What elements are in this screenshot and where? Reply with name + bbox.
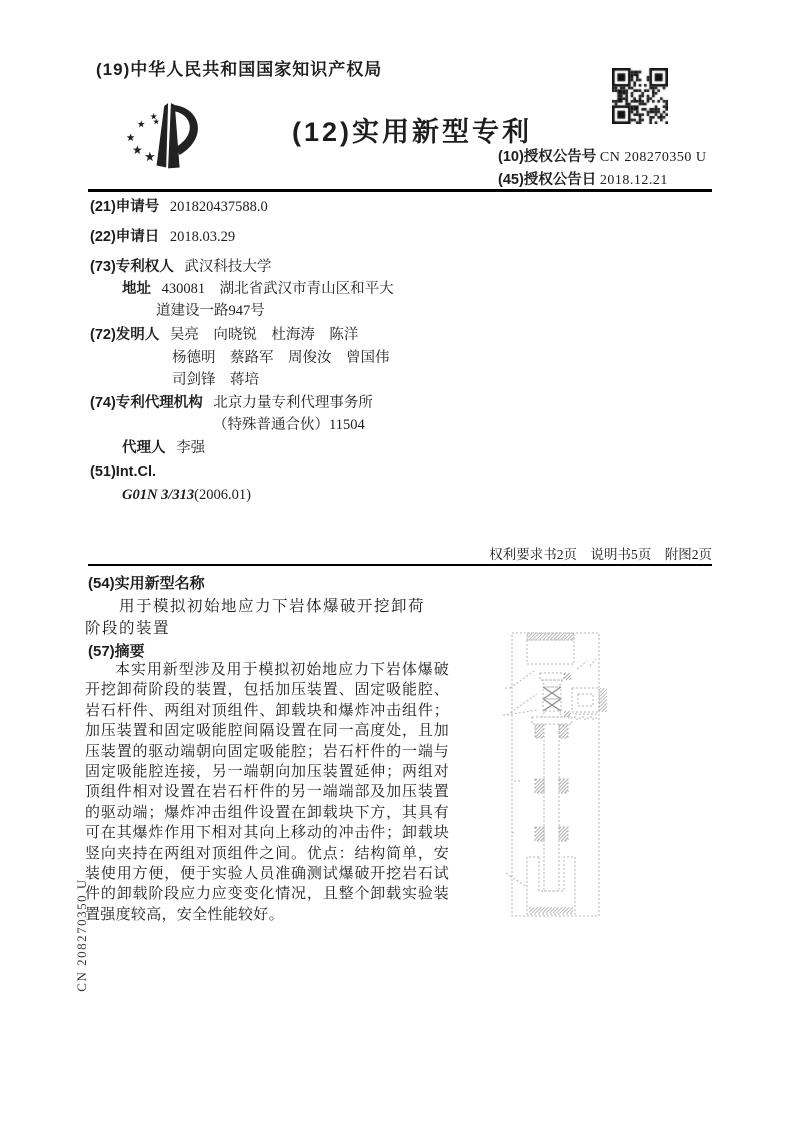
inventors-line-1 (90, 324, 358, 346)
agency-line-2 (213, 414, 365, 436)
intcl-code-line (122, 484, 251, 506)
qr-code-icon (612, 68, 668, 124)
cnipa-logo (122, 96, 218, 188)
patentee-line (90, 256, 271, 278)
invention-title-line-1: 用于模拟初始地应力下岩体爆破开挖卸荷 (119, 598, 426, 615)
header-divider (88, 189, 712, 192)
intcl-version: (2006.01) (194, 487, 251, 503)
inventors-line-3 (172, 369, 259, 391)
agent-value: 李强 (176, 440, 206, 456)
invention-title-line-2: 阶段的装置 (85, 620, 171, 637)
section-divider (88, 564, 712, 566)
application-number-line (90, 196, 268, 218)
abstract-text: 本实用新型涉及用于模拟初始地应力下岩体爆破开挖卸荷阶段的装置，包括加压装置、固定吸能腔、岩石杆件、两组对顶组件、卸载块和爆炸冲击组件；加压装置和固定吸能腔间隔设置在同一高度处，且加压装置的驱动端朝向固定吸能腔；岩石杆件的一端与固定吸能腔连接，另一端朝向加压装置延伸；两组对顶组件相对设置在岩石杆件的另一端端部及加压装置的驱动端；爆炸冲击组件设置在卸载块下方，其具有可在其爆炸作用下相对其向上移动的冲击件；卸载块竖向夹持在两组对顶组件之间。优点：结构简单，安装使用方便，便于实验人员准确测试爆破开挖岩石试件的卸载阶段应力应变变化情况，且整个卸载实验装置强度较高，安全性能较好。 (85, 662, 449, 923)
address-value-2: 道建设一路947号 (156, 303, 265, 319)
patentee-value: 武汉科技大学 (184, 259, 272, 275)
title-section-label: (54)实用新型名称 (88, 575, 205, 592)
issuing-office: (19)中华人民共和国国家知识产权局 (96, 60, 383, 79)
inventors-value-2: 杨德明 蔡路军 周俊汝 曾国伟 (172, 350, 390, 366)
agent-label: 代理人 (122, 440, 166, 456)
inventors-value-3: 司剑锋 蒋培 (172, 372, 259, 388)
filing-date-value: 2018.03.29 (169, 229, 236, 245)
agency-line-1 (90, 392, 373, 414)
address-line-2 (156, 300, 265, 322)
vertical-doc-id: CN 208270350 U (74, 878, 89, 992)
application-number-value: 201820437588.0 (169, 199, 268, 215)
publication-number-line (498, 145, 706, 166)
intcl-label: (51)Int.Cl. (90, 464, 157, 480)
agency-label: (74)专利代理机构 (90, 395, 203, 411)
publication-date-label: (45)授权公告日 (498, 172, 597, 188)
agency-value-2: （特殊普通合伙）11504 (213, 417, 365, 433)
inventors-value-1: 吴亮 向晓锐 杜海涛 陈洋 (169, 327, 359, 343)
agent-line (122, 437, 205, 459)
intcl-line (90, 461, 156, 483)
publication-number-label: (10)授权公告号 (498, 149, 597, 165)
address-value-1: 430081 湖北省武汉市青山区和平大 (161, 281, 394, 297)
agency-value-1: 北京力量专利代理事务所 (213, 395, 373, 411)
document-type-title: (12)实用新型专利 (292, 117, 533, 147)
patentee-label: (73)专利权人 (90, 259, 174, 275)
publication-number-value: CN 208270350 U (599, 150, 707, 165)
inventors-label: (72)发明人 (90, 327, 160, 343)
pages-info: 权利要求书2页 说明书5页 附图2页 (489, 547, 712, 562)
address-label: 地址 (122, 281, 151, 297)
publication-date-value: 2018.12.21 (599, 173, 668, 188)
address-line-1 (122, 278, 394, 300)
filing-date-line (90, 226, 235, 248)
patent-drawing (500, 624, 670, 936)
publication-date-line (498, 168, 668, 189)
filing-date-label: (22)申请日 (90, 229, 160, 245)
application-number-label: (21)申请号 (90, 199, 160, 215)
inventors-line-2 (172, 347, 390, 369)
abstract-section-label: (57)摘要 (88, 643, 145, 660)
intcl-code: G01N 3/313 (122, 487, 195, 503)
